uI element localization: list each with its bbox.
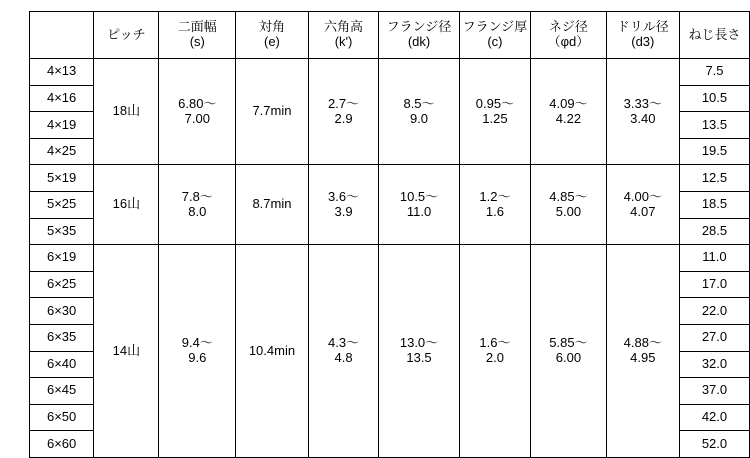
header-pitch [94, 12, 159, 59]
cell-size: 5×19 [30, 165, 94, 192]
table-body [30, 59, 750, 458]
cell-flange-thick-line2: 1.6 [485, 203, 504, 219]
table-row [30, 59, 750, 86]
header-hex-height-line1: 六角高 [324, 19, 364, 35]
cell-size: 4×25 [30, 138, 94, 165]
cell-drill-dia-line1: 4.88〜 [623, 335, 662, 351]
cell-across-flats-line1: 7.8〜 [181, 188, 213, 204]
header-corner-blank [30, 12, 94, 59]
cell-flange-thick [459, 245, 531, 458]
cell-size: 5×25 [30, 191, 94, 218]
cell-hex-height-line1: 3.6〜 [327, 188, 360, 204]
cell-pitch: 16山 [94, 165, 159, 245]
cell-size: 4×19 [30, 112, 94, 139]
cell-thread-dia-line2: 6.00 [555, 350, 582, 366]
cell-hex-height-line2: 2.9 [334, 110, 353, 126]
cell-hex-height [308, 59, 379, 165]
cell-flange-dia-line2: 11.0 [406, 203, 432, 219]
cell-drill-dia-line1: 4.00〜 [623, 188, 662, 204]
header-flange-dia-line1: フランジ径 [386, 19, 452, 35]
header-thread-length-line1: ねじ長さ [688, 26, 741, 42]
cell-size: 6×40 [30, 351, 94, 378]
cell-thread-dia [531, 165, 606, 245]
header-row [30, 12, 750, 59]
cell-hex-height-line2: 4.8 [334, 350, 353, 366]
header-across-corners [236, 12, 309, 59]
cell-thread-dia-line1: 4.85〜 [549, 188, 588, 204]
cell-size: 6×50 [30, 404, 94, 431]
cell-thread-length: 11.0 [679, 245, 749, 272]
cell-drill-dia-line2: 4.07 [630, 203, 656, 219]
cell-hex-height-line1: 2.7〜 [327, 95, 360, 111]
header-drill-dia-line1: ドリル径 [616, 19, 669, 35]
cell-across-corners: 7.7min [236, 59, 309, 165]
cell-thread-length: 42.0 [679, 404, 749, 431]
cell-across-corners: 8.7min [236, 165, 309, 245]
cell-size: 6×60 [30, 431, 94, 458]
cell-thread-length: 27.0 [679, 324, 749, 351]
table-row [30, 245, 750, 272]
cell-thread-dia-line2: 5.00 [555, 203, 582, 219]
cell-flange-thick-line1: 1.6〜 [479, 335, 511, 351]
cell-thread-dia-line2: 4.22 [555, 110, 582, 126]
cell-across-flats-line2: 7.00 [184, 110, 210, 126]
cell-size: 6×19 [30, 245, 94, 272]
cell-size: 4×16 [30, 85, 94, 112]
header-flange-thick [459, 12, 531, 59]
cell-flange-dia [379, 165, 459, 245]
cell-thread-length: 17.0 [679, 271, 749, 298]
cell-thread-dia [531, 245, 606, 458]
cell-thread-length: 18.5 [679, 191, 749, 218]
cell-thread-length: 10.5 [679, 85, 749, 112]
cell-flange-thick-line2: 1.25 [482, 110, 508, 126]
cell-size: 6×25 [30, 271, 94, 298]
cell-drill-dia-line2: 3.40 [630, 110, 656, 126]
cell-hex-height [308, 245, 379, 458]
cell-flange-thick-line1: 0.95〜 [475, 95, 515, 111]
cell-pitch: 14山 [94, 245, 159, 458]
header-across-flats-line2: (s) [189, 34, 205, 49]
cell-thread-dia [531, 59, 606, 165]
cell-size: 6×30 [30, 298, 94, 325]
cell-flange-dia [379, 59, 459, 165]
cell-size: 4×13 [30, 59, 94, 86]
cell-thread-length: 22.0 [679, 298, 749, 325]
cell-size: 6×35 [30, 324, 94, 351]
cell-drill-dia-line2: 4.95 [630, 350, 656, 366]
header-across-corners-line2: (e) [264, 34, 280, 49]
cell-across-flats-line1: 6.80〜 [178, 95, 217, 111]
cell-hex-height-line2: 3.9 [334, 203, 353, 219]
cell-thread-length: 37.0 [679, 378, 749, 405]
cell-flange-dia [379, 245, 459, 458]
cell-thread-length: 12.5 [679, 165, 749, 192]
header-hex-height [308, 12, 379, 59]
header-thread-dia-line2: （φd） [547, 34, 590, 49]
cell-drill-dia [606, 59, 679, 165]
cell-drill-dia-line1: 3.33〜 [623, 95, 662, 111]
cell-flange-thick-line2: 2.0 [485, 350, 504, 366]
cell-flange-dia-line2: 9.0 [409, 110, 429, 126]
header-thread-length [679, 12, 749, 59]
cell-size: 6×45 [30, 378, 94, 405]
cell-hex-height-line1: 4.3〜 [327, 335, 360, 351]
cell-flange-thick [459, 59, 531, 165]
cell-hex-height [308, 165, 379, 245]
cell-thread-length: 28.5 [679, 218, 749, 245]
cell-thread-dia-line1: 4.09〜 [549, 95, 588, 111]
cell-thread-length: 13.5 [679, 112, 749, 139]
header-flange-dia [379, 12, 459, 59]
screw-spec-table [29, 11, 750, 458]
cell-thread-length: 52.0 [679, 431, 749, 458]
cell-thread-length: 7.5 [679, 59, 749, 86]
cell-across-flats [159, 165, 236, 245]
cell-across-flats-line1: 9.4〜 [181, 335, 213, 351]
cell-flange-thick [459, 165, 531, 245]
header-thread-dia-line1: ネジ径 [548, 19, 588, 35]
header-flange-thick-line1: フランジ厚 [462, 19, 528, 35]
cell-thread-length: 32.0 [679, 351, 749, 378]
cell-flange-thick-line1: 1.2〜 [479, 188, 511, 204]
header-pitch-line1: ピッチ [107, 26, 146, 42]
cell-drill-dia [606, 165, 679, 245]
header-hex-height-line2: (k') [334, 34, 353, 49]
cell-thread-dia-line1: 5.85〜 [549, 335, 588, 351]
cell-pitch: 18山 [94, 59, 159, 165]
cell-across-flats [159, 245, 236, 458]
cell-size: 5×35 [30, 218, 94, 245]
header-across-flats-line1: 二面幅 [177, 19, 217, 35]
cell-flange-dia-line2: 13.5 [406, 350, 432, 366]
table-header [30, 12, 750, 59]
cell-across-corners: 10.4min [236, 245, 309, 458]
cell-flange-dia-line1: 10.5〜 [399, 188, 439, 204]
header-across-corners-line1: 対角 [258, 19, 285, 35]
cell-across-flats-line2: 8.0 [188, 203, 207, 219]
table-row [30, 165, 750, 192]
cell-flange-dia-line1: 13.0〜 [399, 335, 439, 351]
header-thread-dia [531, 12, 606, 59]
cell-across-flats [159, 59, 236, 165]
header-drill-dia [606, 12, 679, 59]
cell-drill-dia [606, 245, 679, 458]
cell-flange-dia-line1: 8.5〜 [403, 95, 435, 111]
header-drill-dia-line2: (d3) [631, 34, 655, 49]
cell-across-flats-line2: 9.6 [188, 350, 207, 366]
header-across-flats [159, 12, 236, 59]
header-flange-thick-line2: (c) [487, 34, 503, 49]
header-flange-dia-line2: (dk) [407, 34, 431, 49]
cell-thread-length: 19.5 [679, 138, 749, 165]
